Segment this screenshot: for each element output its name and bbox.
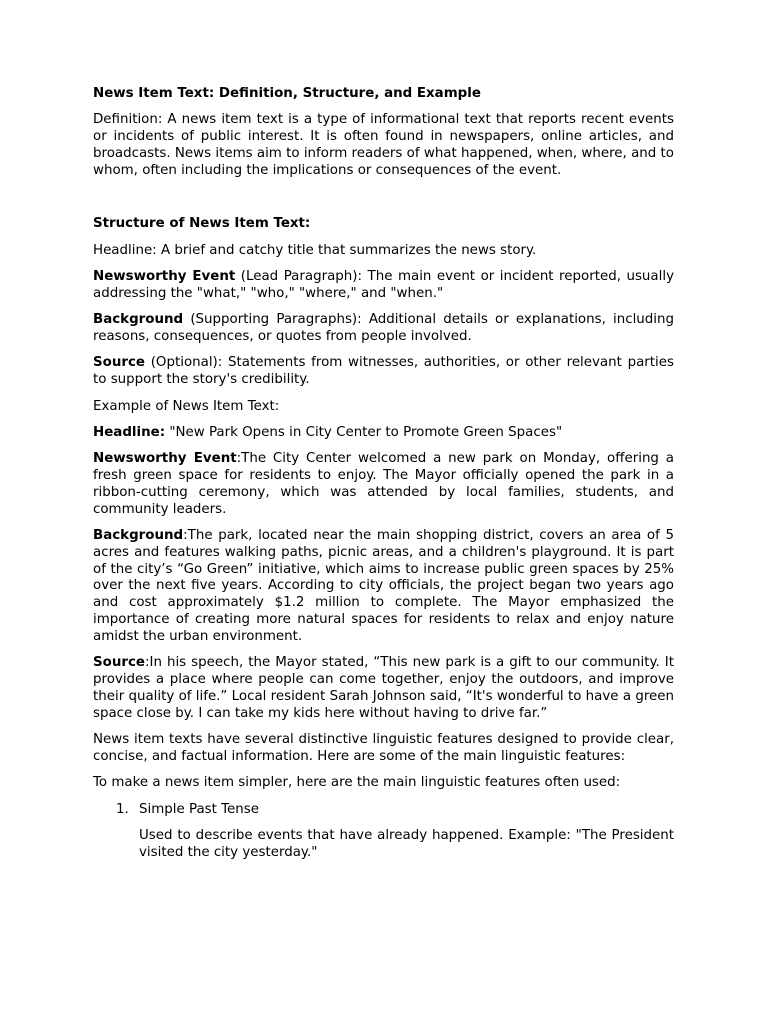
structure-newsworthy (93, 269, 674, 303)
example-background-label: Background (93, 528, 184, 544)
features-list (93, 802, 674, 862)
document-page (93, 86, 674, 871)
document-title: News Item Text: Definition, Structure, and Example (93, 86, 481, 101)
example-background (93, 528, 674, 646)
example-source-text: :In his speech, the Mayor stated, “This new park is a gift to our community. It provides a place where people can come together, enjoy the outdoors, and improve their quality of life.” Local resident Sarah Johnson said, “It's wonderful to have a green space close by. I can take my kids here without having to drive far.” (93, 655, 674, 721)
structure-newsworthy-label: Newsworthy Event (93, 268, 236, 284)
example-heading: Example of News Item Text: (93, 398, 280, 414)
structure-newsworthy-text: (Lead Paragraph): The main event or incident reported, usually addressing the "what," "who," "where," and "when." (93, 268, 674, 301)
list-item-number: 1. (116, 801, 129, 817)
example-newsworthy-text: :The City Center welcomed a new park on Monday, offering a fresh green space for residents to enjoy. The Mayor officially opened the park in a ribbon-cutting ceremony, which was attended by local families, students, and community leaders. (93, 451, 674, 517)
structure-source-text: (Optional): Statements from witnesses, authorities, or other relevant parties to support the story's credibility. (93, 355, 674, 388)
definition-paragraph: Definition: A news item text is a type of informational text that reports recent events or incidents of public interest. It is often found in newspapers, online articles, and broadcasts. News items aim to inform readers of what happened, when, where, and to whom, often including the implications or consequences of the event. (93, 112, 674, 178)
structure-heading: Structure of News Item Text: (93, 216, 311, 232)
structure-source-label: Source (93, 355, 145, 371)
list-item (93, 802, 674, 819)
simpler-intro: To make a news item simpler, here are the main linguistic features often used: (93, 775, 621, 791)
example-source-label: Source (93, 655, 145, 671)
structure-background-text: (Supporting Paragraphs): Additional details or explanations, including reasons, consequences, or quotes from people involved. (93, 312, 674, 344)
example-newsworthy (93, 451, 674, 518)
linguistic-intro: News item texts have several distinctive linguistic features designed to provide clear, concise, and factual information. Here are some of the main linguistic features: (93, 732, 674, 764)
example-headline (93, 425, 674, 442)
example-newsworthy-label: Newsworthy Event (93, 451, 237, 467)
structure-background (93, 312, 674, 346)
section-spacer (93, 189, 674, 216)
list-item-description: Used to describe events that have already happened. Example: "The President visited the city yesterday." (139, 828, 674, 860)
structure-headline: Headline: A brief and catchy title that summarizes the news story. (93, 242, 537, 258)
example-source (93, 655, 674, 722)
example-headline-label: Headline: (93, 424, 166, 440)
list-item-label: Simple Past Tense (139, 801, 259, 817)
example-background-text: :The park, located near the main shopping district, covers an area of 5 acres and features walking paths, picnic areas, and a children's playground. It is part of the city’s “Go Green” initiative, which aims to increase public green spaces by 25% over the next five years. According to city officials, the project began two years ago and cost approximately $1.2 million to complete. The Mayor emphasized the importance of creating more natural spaces for residents to relax and enjoy nature amidst the urban environment. (93, 528, 674, 644)
structure-source (93, 355, 674, 389)
example-headline-text: "New Park Opens in City Center to Promote Green Spaces" (165, 424, 563, 440)
structure-background-label: Background (93, 312, 184, 328)
